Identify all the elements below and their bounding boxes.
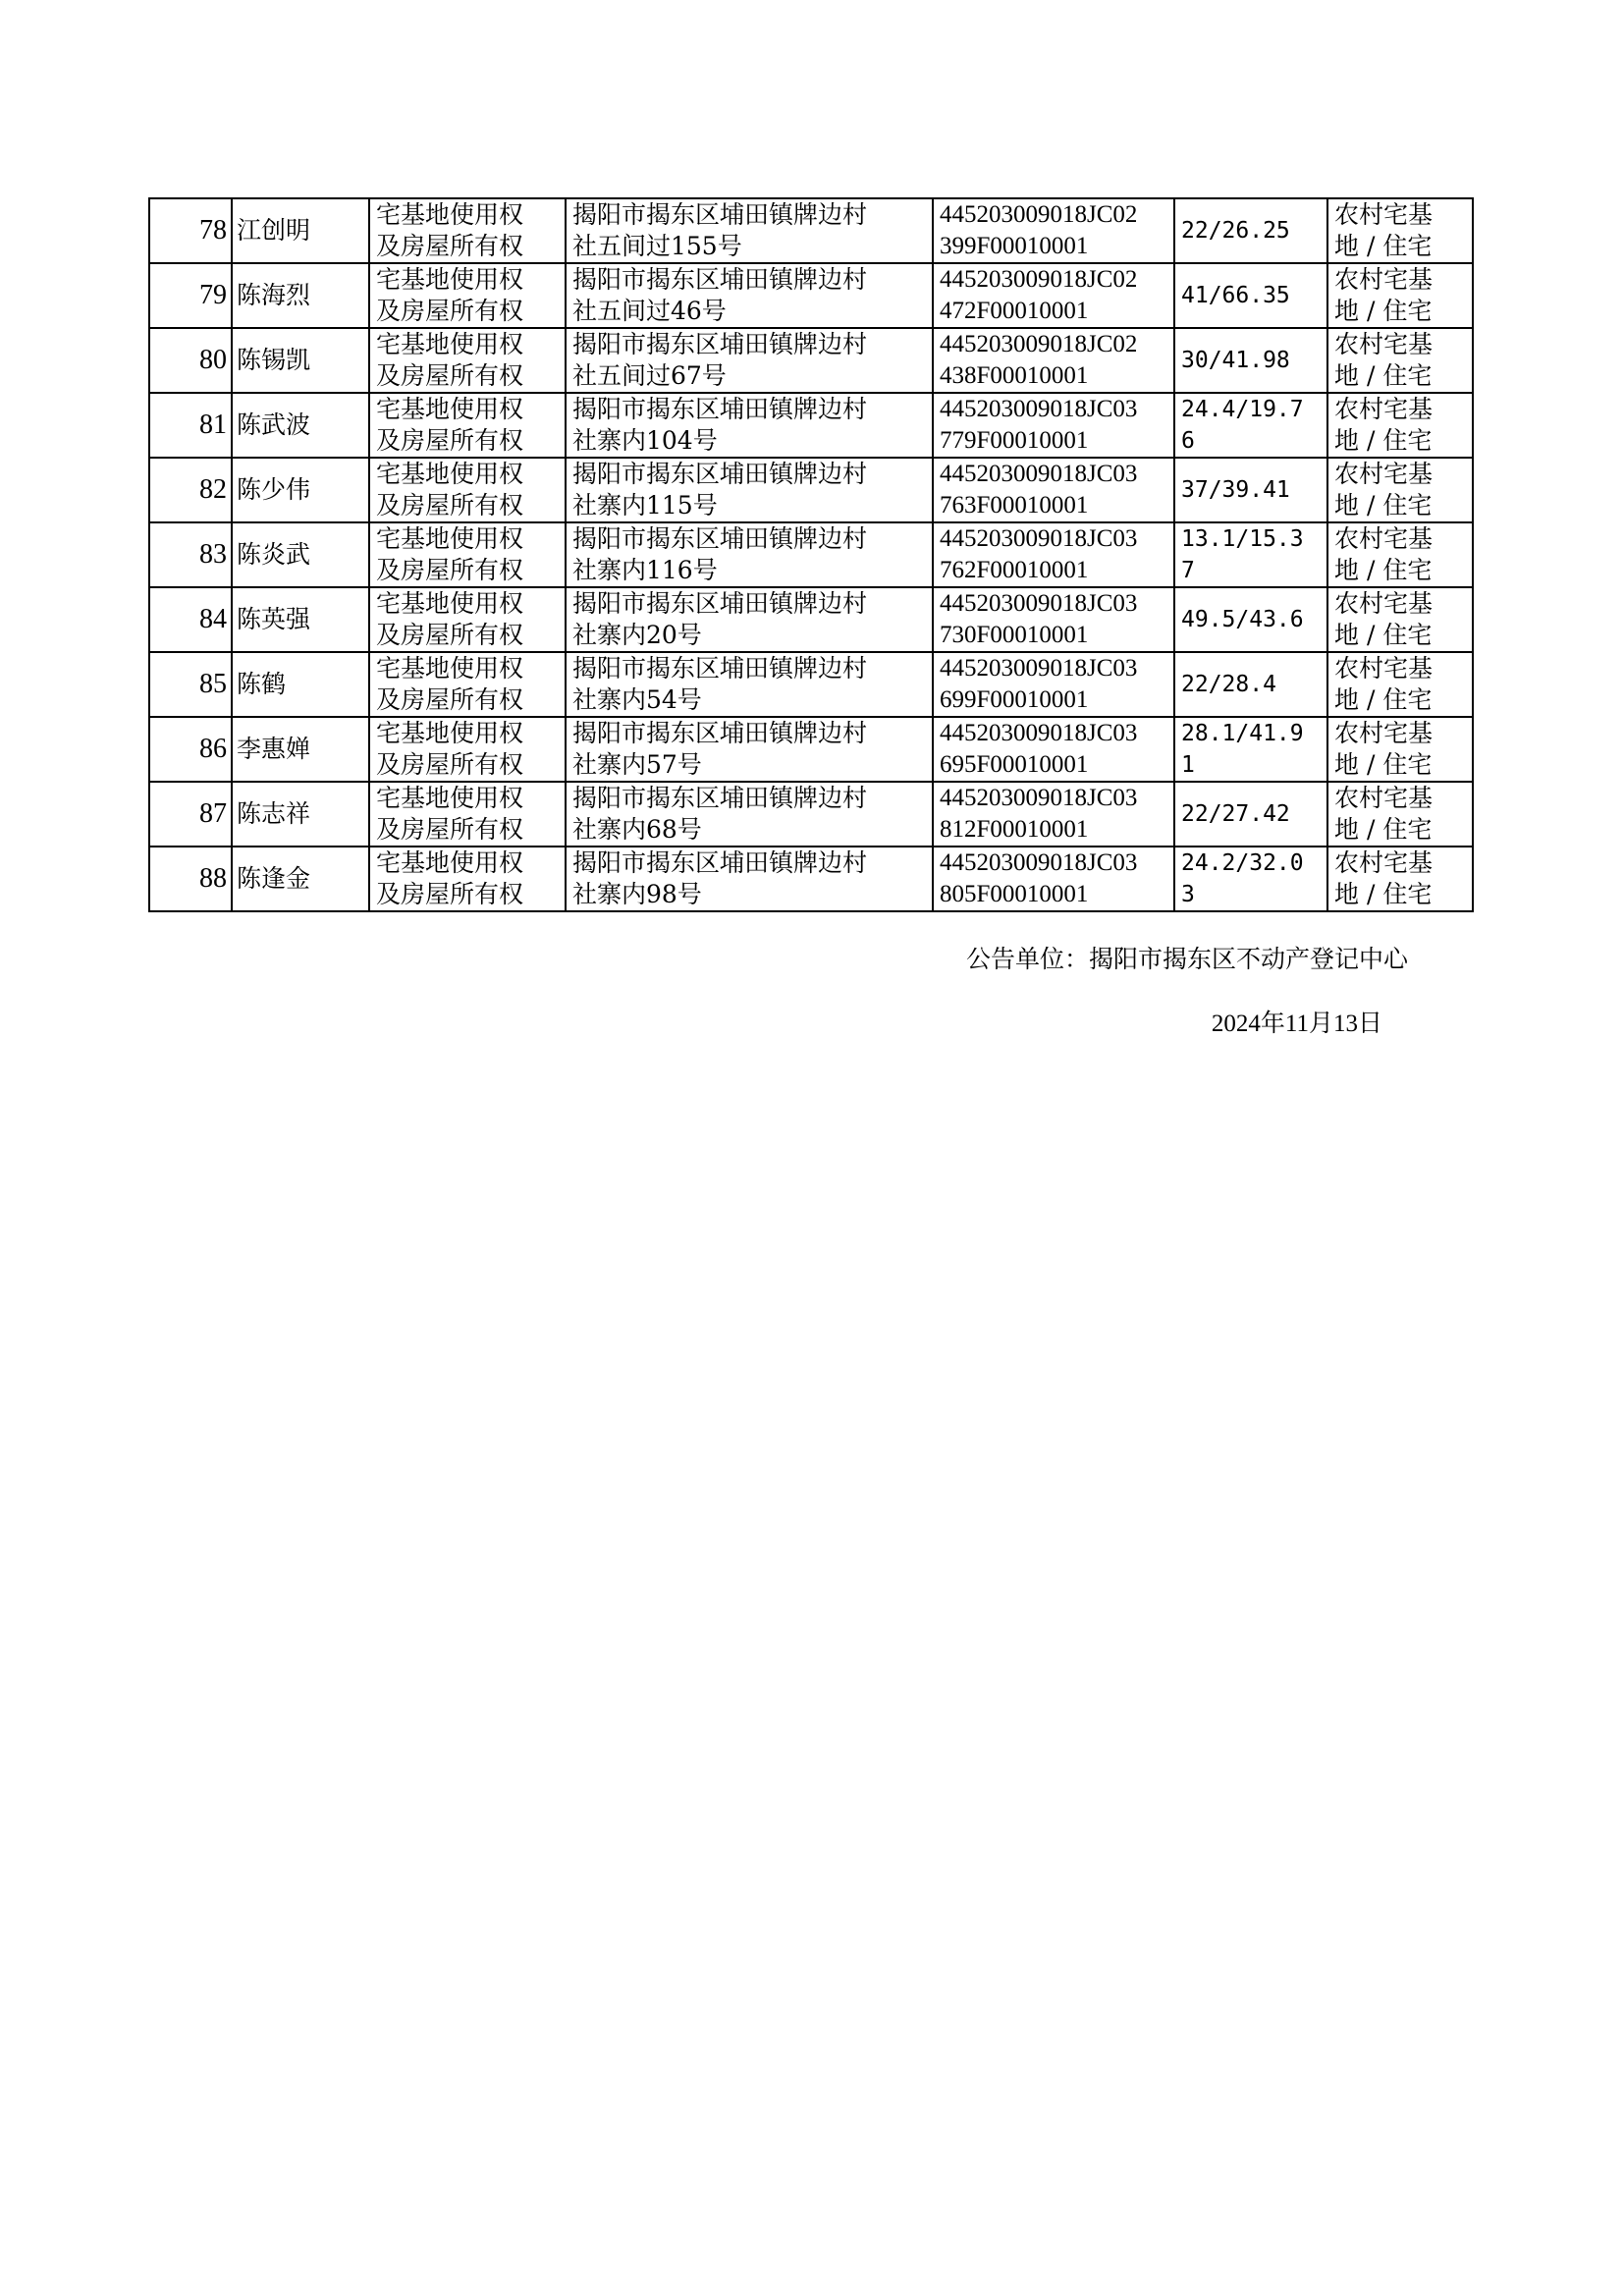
owner-name-cell [232,263,369,328]
right-type-line-1: 宅基地使用权 [376,524,524,553]
unit-number-line-2: 695F00010001 [940,751,1089,778]
unit-number-cell [933,782,1174,847]
land-use-cell [1327,782,1473,847]
land-use-line-1: 农村宅基 [1334,265,1434,294]
right-type-line-1: 宅基地使用权 [376,848,524,877]
location-line-2: 社五间过67号 [572,361,727,390]
area-cell [1174,652,1327,717]
location-line-2: 社寨内54号 [572,685,702,714]
land-use-line-1: 农村宅基 [1334,524,1434,553]
row-number: 82 [199,474,227,505]
location-cell [566,328,933,393]
right-type-cell [369,522,566,587]
owner-name: 陈志祥 [237,799,311,828]
location-line-1: 揭阳市揭东区埔田镇牌边村 [572,784,868,812]
row-number: 81 [199,410,227,440]
land-use-line-2: 地 / 住宅 [1334,750,1433,779]
land-use-line-2: 地 / 住宅 [1334,621,1433,649]
area-cell [1174,458,1327,522]
area-line-1: 41/66.35 [1181,283,1290,308]
land-use-line-1: 农村宅基 [1334,589,1434,618]
table-row [149,652,1473,717]
unit-number-cell [933,652,1174,717]
row-number-cell [149,263,232,328]
location-line-1: 揭阳市揭东区埔田镇牌边村 [572,395,868,423]
location-cell [566,652,933,717]
location-cell [566,782,933,847]
right-type-line-2: 及房屋所有权 [376,426,524,455]
land-use-cell [1327,717,1473,782]
location-line-2: 社寨内98号 [572,880,702,908]
location-line-1: 揭阳市揭东区埔田镇牌边村 [572,524,868,553]
right-type-line-2: 及房屋所有权 [376,556,524,584]
unit-number-cell [933,393,1174,458]
owner-name: 陈英强 [237,605,311,633]
unit-number-line-1: 445203009018JC03 [940,525,1138,552]
location-line-2: 社寨内20号 [572,621,702,649]
owner-name: 陈锡凯 [237,346,311,374]
location-line-2: 社五间过46号 [572,297,727,325]
unit-number-line-1: 445203009018JC03 [940,720,1138,746]
unit-number-line-1: 445203009018JC02 [940,201,1138,228]
area-line-1: 24.2/32.0 [1181,850,1304,876]
owner-name: 李惠婵 [237,735,311,763]
right-type-cell [369,328,566,393]
owner-name: 陈逢金 [237,864,311,893]
table-row [149,393,1473,458]
owner-name-cell [232,198,369,263]
table-row [149,198,1473,263]
land-use-cell [1327,587,1473,652]
location-line-1: 揭阳市揭东区埔田镇牌边村 [572,654,868,683]
registry-table [148,197,1474,912]
unit-number-line-2: 699F00010001 [940,686,1089,713]
land-use-line-1: 农村宅基 [1334,784,1434,812]
location-line-2: 社寨内57号 [572,750,702,779]
owner-name-cell [232,652,369,717]
location-line-1: 揭阳市揭东区埔田镇牌边村 [572,265,868,294]
unit-number-cell [933,198,1174,263]
area-line-1: 22/27.42 [1181,801,1290,827]
land-use-line-2: 地 / 住宅 [1334,297,1433,325]
owner-name-cell [232,393,369,458]
right-type-cell [369,458,566,522]
owner-name-cell [232,847,369,911]
unit-number-cell [933,458,1174,522]
location-cell [566,263,933,328]
land-use-line-1: 农村宅基 [1334,395,1434,423]
right-type-line-1: 宅基地使用权 [376,330,524,358]
location-line-1: 揭阳市揭东区埔田镇牌边村 [572,200,868,229]
land-use-cell [1327,458,1473,522]
unit-number-line-1: 445203009018JC03 [940,655,1138,682]
area-line-2: 1 [1181,752,1195,778]
row-number-cell [149,782,232,847]
unit-number-line-2: 779F00010001 [940,427,1089,454]
row-number-cell [149,522,232,587]
unit-number-line-1: 445203009018JC03 [940,590,1138,617]
right-type-line-2: 及房屋所有权 [376,621,524,649]
location-line-2: 社寨内116号 [572,556,718,584]
registry-table-body [149,198,1473,911]
location-cell [566,198,933,263]
location-cell [566,847,933,911]
area-cell [1174,717,1327,782]
unit-number-line-1: 445203009018JC03 [940,785,1138,811]
right-type-line-1: 宅基地使用权 [376,719,524,747]
row-number: 78 [199,215,227,246]
row-number: 85 [199,669,227,699]
right-type-line-1: 宅基地使用权 [376,784,524,812]
location-line-2: 社寨内104号 [572,426,718,455]
area-line-1: 22/26.25 [1181,218,1290,244]
table-row [149,522,1473,587]
unit-number-cell [933,263,1174,328]
location-cell [566,587,933,652]
land-use-line-1: 农村宅基 [1334,719,1434,747]
land-use-cell [1327,263,1473,328]
land-use-line-2: 地 / 住宅 [1334,426,1433,455]
land-use-cell [1327,522,1473,587]
right-type-line-2: 及房屋所有权 [376,232,524,260]
row-number-cell [149,587,232,652]
location-cell [566,393,933,458]
owner-name-cell [232,717,369,782]
right-type-line-1: 宅基地使用权 [376,654,524,683]
area-cell [1174,263,1327,328]
row-number-cell [149,198,232,263]
right-type-cell [369,652,566,717]
right-type-cell [369,782,566,847]
right-type-line-2: 及房屋所有权 [376,880,524,908]
right-type-line-2: 及房屋所有权 [376,297,524,325]
table-row [149,717,1473,782]
land-use-line-2: 地 / 住宅 [1334,880,1433,908]
unit-number-cell [933,587,1174,652]
unit-number-line-2: 805F00010001 [940,881,1089,907]
owner-name: 陈少伟 [237,475,311,504]
right-type-line-2: 及房屋所有权 [376,361,524,390]
right-type-line-2: 及房屋所有权 [376,750,524,779]
area-cell [1174,522,1327,587]
owner-name-cell [232,587,369,652]
area-cell [1174,328,1327,393]
land-use-line-1: 农村宅基 [1334,200,1434,229]
area-line-2: 7 [1181,558,1195,583]
right-type-line-1: 宅基地使用权 [376,589,524,618]
right-type-line-1: 宅基地使用权 [376,265,524,294]
row-number: 83 [199,539,227,570]
location-cell [566,717,933,782]
land-use-cell [1327,652,1473,717]
right-type-line-2: 及房屋所有权 [376,685,524,714]
location-cell [566,458,933,522]
owner-name: 江创明 [237,216,311,245]
owner-name: 陈海烈 [237,281,311,309]
land-use-line-2: 地 / 住宅 [1334,491,1433,519]
announcing-unit: 公告单位：揭阳市揭东区不动产登记中心 [965,945,1408,973]
location-line-1: 揭阳市揭东区埔田镇牌边村 [572,719,868,747]
right-type-line-1: 宅基地使用权 [376,395,524,423]
location-line-1: 揭阳市揭东区埔田镇牌边村 [572,330,868,358]
land-use-cell [1327,393,1473,458]
land-use-line-2: 地 / 住宅 [1334,361,1433,390]
area-cell [1174,782,1327,847]
row-number-cell [149,847,232,911]
table-row [149,782,1473,847]
right-type-cell [369,717,566,782]
land-use-line-1: 农村宅基 [1334,330,1434,358]
unit-number-line-1: 445203009018JC02 [940,266,1138,293]
table-row [149,263,1473,328]
area-line-1: 13.1/15.3 [1181,526,1304,552]
owner-name: 陈炎武 [237,540,311,569]
unit-number-line-2: 399F00010001 [940,233,1089,259]
location-line-1: 揭阳市揭东区埔田镇牌边村 [572,848,868,877]
area-line-2: 3 [1181,882,1195,907]
location-cell [566,522,933,587]
land-use-line-1: 农村宅基 [1334,848,1434,877]
land-use-cell [1327,328,1473,393]
owner-name: 陈鹤 [237,670,287,698]
right-type-line-2: 及房屋所有权 [376,815,524,844]
owner-name-cell [232,328,369,393]
location-line-1: 揭阳市揭东区埔田镇牌边村 [572,460,868,488]
location-line-2: 社寨内68号 [572,815,702,844]
land-use-cell [1327,847,1473,911]
area-cell [1174,198,1327,263]
right-type-cell [369,847,566,911]
row-number: 79 [199,280,227,310]
row-number-cell [149,652,232,717]
unit-number-cell [933,847,1174,911]
owner-name: 陈武波 [237,410,311,439]
unit-number-cell [933,717,1174,782]
row-number: 86 [199,734,227,764]
area-cell [1174,587,1327,652]
area-line-2: 6 [1181,428,1195,454]
row-number-cell [149,458,232,522]
unit-number-line-2: 812F00010001 [940,816,1089,843]
unit-number-cell [933,328,1174,393]
row-number-cell [149,393,232,458]
right-type-line-1: 宅基地使用权 [376,460,524,488]
row-number: 88 [199,863,227,894]
unit-number-line-2: 762F00010001 [940,557,1089,583]
row-number: 80 [199,345,227,375]
table-row [149,847,1473,911]
unit-number-line-2: 438F00010001 [940,362,1089,389]
area-line-1: 37/39.41 [1181,477,1290,503]
area-cell [1174,393,1327,458]
right-type-cell [369,198,566,263]
land-use-line-2: 地 / 住宅 [1334,685,1433,714]
right-type-line-2: 及房屋所有权 [376,491,524,519]
table-row [149,458,1473,522]
unit-number-line-1: 445203009018JC03 [940,461,1138,487]
area-line-1: 49.5/43.6 [1181,607,1304,632]
announcement-date: 2024年11月13日 [1211,1011,1382,1037]
location-line-1: 揭阳市揭东区埔田镇牌边村 [572,589,868,618]
area-cell [1174,847,1327,911]
row-number-cell [149,717,232,782]
land-use-line-2: 地 / 住宅 [1334,556,1433,584]
row-number: 84 [199,604,227,634]
owner-name-cell [232,522,369,587]
unit-number-line-2: 763F00010001 [940,492,1089,519]
unit-number-line-1: 445203009018JC02 [940,331,1138,357]
right-type-cell [369,587,566,652]
owner-name-cell [232,782,369,847]
area-line-1: 30/41.98 [1181,348,1290,373]
unit-number-cell [933,522,1174,587]
area-line-1: 22/28.4 [1181,672,1276,697]
land-use-line-2: 地 / 住宅 [1334,815,1433,844]
location-line-2: 社五间过155号 [572,232,742,260]
area-line-1: 28.1/41.9 [1181,721,1304,746]
area-line-1: 24.4/19.7 [1181,397,1304,422]
owner-name-cell [232,458,369,522]
land-use-line-2: 地 / 住宅 [1334,232,1433,260]
unit-number-line-1: 445203009018JC03 [940,849,1138,876]
table-row [149,587,1473,652]
row-number-cell [149,328,232,393]
land-use-cell [1327,198,1473,263]
unit-number-line-2: 472F00010001 [940,298,1089,324]
right-type-cell [369,263,566,328]
land-use-line-1: 农村宅基 [1334,654,1434,683]
right-type-cell [369,393,566,458]
land-use-line-1: 农村宅基 [1334,460,1434,488]
location-line-2: 社寨内115号 [572,491,718,519]
unit-number-line-2: 730F00010001 [940,622,1089,648]
unit-number-line-1: 445203009018JC03 [940,396,1138,422]
row-number: 87 [199,798,227,829]
right-type-line-1: 宅基地使用权 [376,200,524,229]
table-row [149,328,1473,393]
